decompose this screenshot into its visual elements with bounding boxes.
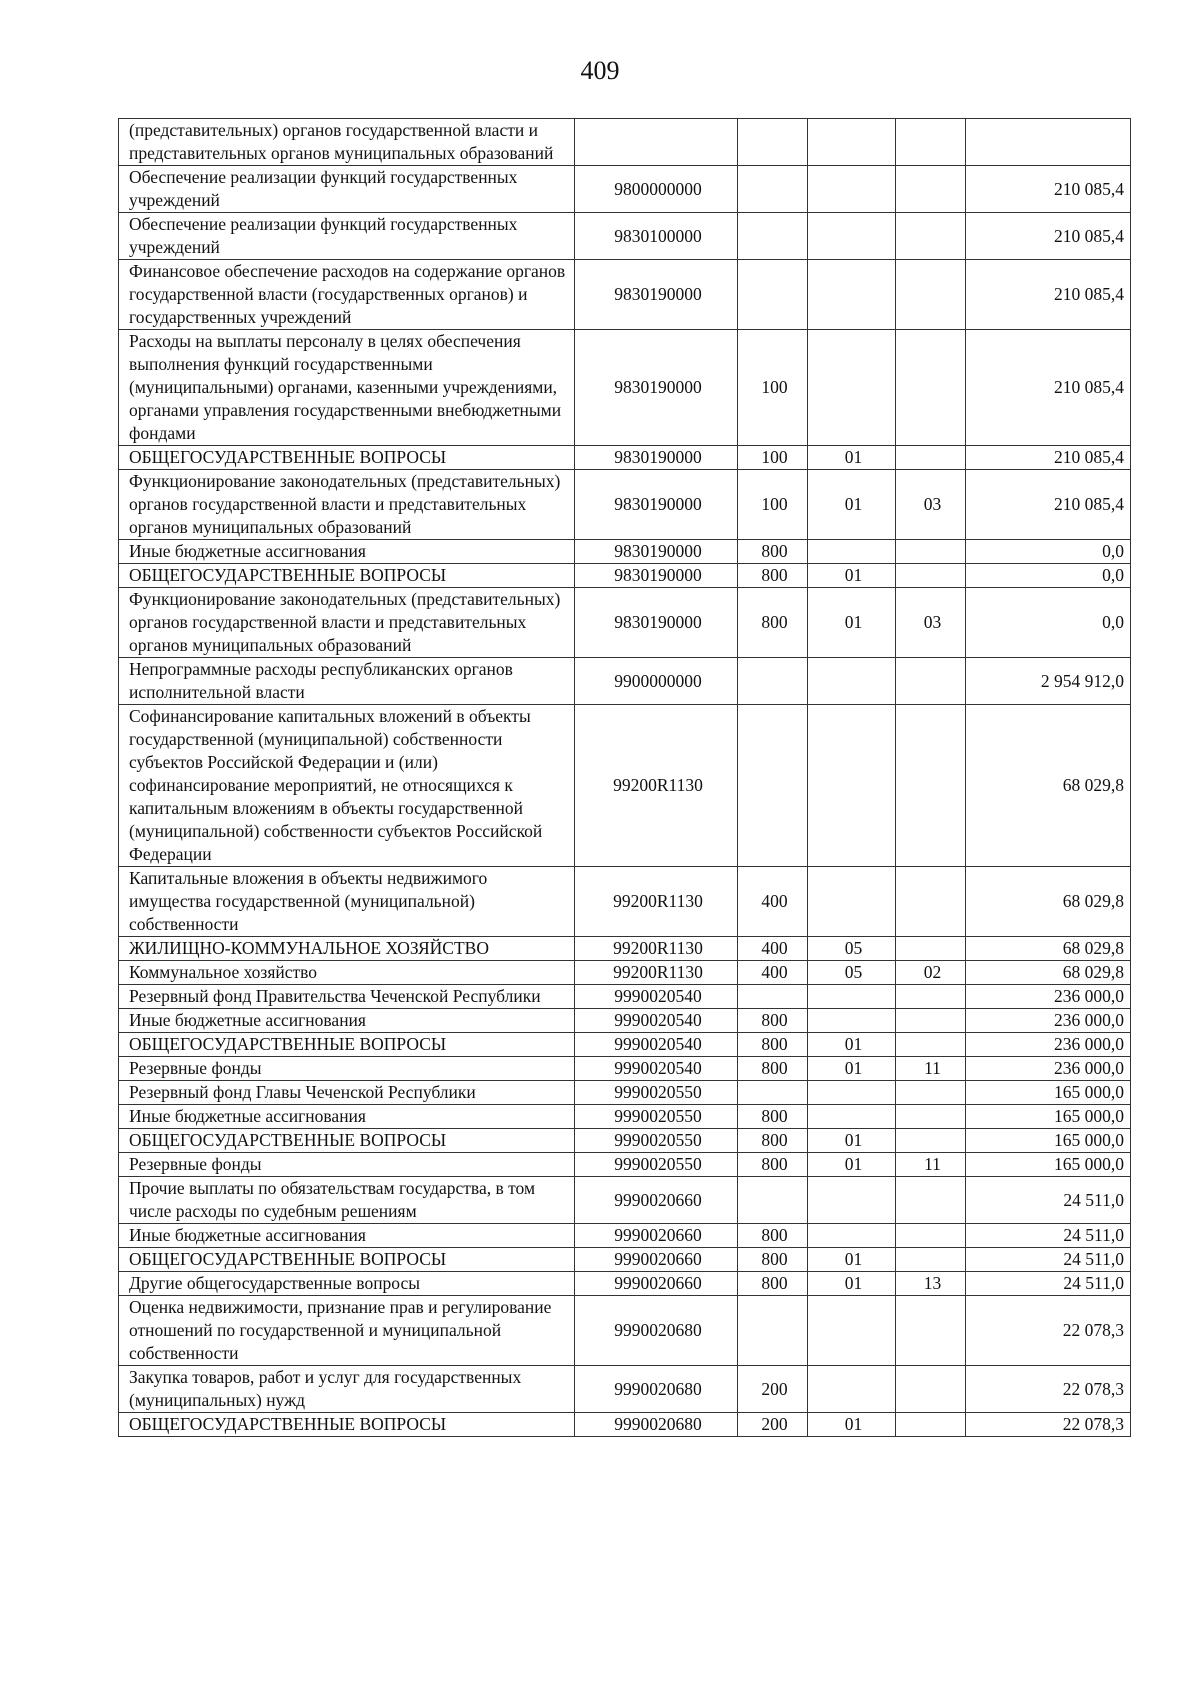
expense-name-cell: Капитальные вложения в объекты недвижимого имущества государственной (муниципальной) собственности xyxy=(119,867,575,937)
expense-type-cell: 800 xyxy=(738,1129,808,1153)
expense-name-cell: Коммунальное хозяйство xyxy=(119,961,575,985)
amount-cell: 210 085,4 xyxy=(966,330,1131,446)
amount-cell: 22 078,3 xyxy=(966,1296,1131,1366)
subsection-cell xyxy=(896,1177,966,1224)
table-row xyxy=(119,985,1131,1009)
amount-cell: 22 078,3 xyxy=(966,1413,1131,1437)
target-article-code-cell: 9830100000 xyxy=(575,213,738,260)
subsection-cell xyxy=(896,705,966,867)
table-row xyxy=(119,705,1131,867)
target-article-code-cell: 9830190000 xyxy=(575,540,738,564)
subsection-cell xyxy=(896,213,966,260)
table-row xyxy=(119,446,1131,470)
subsection-cell xyxy=(896,1081,966,1105)
expense-type-cell: 400 xyxy=(738,937,808,961)
section-cell xyxy=(808,658,896,705)
expense-name-cell: ЖИЛИЩНО-КОММУНАЛЬНОЕ ХОЗЯЙСТВО xyxy=(119,937,575,961)
expense-name-cell: Резервные фонды xyxy=(119,1057,575,1081)
table-row xyxy=(119,1296,1131,1366)
section-cell: 01 xyxy=(808,470,896,540)
section-cell xyxy=(808,1224,896,1248)
expense-name-cell: Расходы на выплаты персоналу в целях обеспечения выполнения функций государственными (муниципальными) органами, казенными учреждениями, органами управления государственными внебюджетными фондами xyxy=(119,330,575,446)
table-row xyxy=(119,1224,1131,1248)
subsection-cell: 11 xyxy=(896,1057,966,1081)
expense-name-cell: Функционирование законодательных (представительных) органов государственной власти и представительных органов муниципальных образований xyxy=(119,588,575,658)
table-row xyxy=(119,1009,1131,1033)
expense-type-cell: 800 xyxy=(738,1153,808,1177)
amount-cell: 236 000,0 xyxy=(966,985,1131,1009)
target-article-code-cell: 9990020550 xyxy=(575,1105,738,1129)
table-row xyxy=(119,867,1131,937)
expense-type-cell: 800 xyxy=(738,1057,808,1081)
section-cell xyxy=(808,867,896,937)
expense-type-cell xyxy=(738,658,808,705)
amount-cell: 68 029,8 xyxy=(966,867,1131,937)
target-article-code-cell xyxy=(575,119,738,166)
expense-name-cell: ОБЩЕГОСУДАРСТВЕННЫЕ ВОПРОСЫ xyxy=(119,1248,575,1272)
target-article-code-cell: 9830190000 xyxy=(575,260,738,330)
target-article-code-cell: 9990020540 xyxy=(575,1033,738,1057)
amount-cell: 2 954 912,0 xyxy=(966,658,1131,705)
section-cell: 01 xyxy=(808,446,896,470)
amount-cell: 210 085,4 xyxy=(966,446,1131,470)
section-cell: 05 xyxy=(808,937,896,961)
target-article-code-cell: 9900000000 xyxy=(575,658,738,705)
subsection-cell xyxy=(896,1224,966,1248)
table-row xyxy=(119,1057,1131,1081)
subsection-cell xyxy=(896,330,966,446)
amount-cell: 0,0 xyxy=(966,540,1131,564)
subsection-cell xyxy=(896,1366,966,1413)
section-cell xyxy=(808,213,896,260)
target-article-code-cell: 9990020550 xyxy=(575,1153,738,1177)
amount-cell: 24 511,0 xyxy=(966,1177,1131,1224)
expense-type-cell: 800 xyxy=(738,1009,808,1033)
table-row xyxy=(119,564,1131,588)
amount-cell: 165 000,0 xyxy=(966,1081,1131,1105)
table-row xyxy=(119,1272,1131,1296)
expense-type-cell: 800 xyxy=(738,540,808,564)
amount-cell: 24 511,0 xyxy=(966,1224,1131,1248)
table-row xyxy=(119,1366,1131,1413)
expense-type-cell: 400 xyxy=(738,867,808,937)
section-cell: 01 xyxy=(808,1248,896,1272)
expense-name-cell: Иные бюджетные ассигнования xyxy=(119,1009,575,1033)
expense-name-cell: ОБЩЕГОСУДАРСТВЕННЫЕ ВОПРОСЫ xyxy=(119,564,575,588)
subsection-cell xyxy=(896,937,966,961)
section-cell xyxy=(808,1105,896,1129)
target-article-code-cell: 9990020660 xyxy=(575,1177,738,1224)
subsection-cell xyxy=(896,1105,966,1129)
amount-cell: 236 000,0 xyxy=(966,1033,1131,1057)
target-article-code-cell: 9990020550 xyxy=(575,1129,738,1153)
expense-name-cell: Прочие выплаты по обязательствам государства, в том числе расходы по судебным решениям xyxy=(119,1177,575,1224)
expense-type-cell: 100 xyxy=(738,470,808,540)
amount-cell: 236 000,0 xyxy=(966,1057,1131,1081)
section-cell xyxy=(808,1081,896,1105)
target-article-code-cell: 9990020680 xyxy=(575,1413,738,1437)
expense-type-cell xyxy=(738,1081,808,1105)
expense-type-cell xyxy=(738,1296,808,1366)
table-row xyxy=(119,260,1131,330)
section-cell xyxy=(808,119,896,166)
budget-table xyxy=(118,118,1131,1437)
target-article-code-cell: 9990020660 xyxy=(575,1272,738,1296)
subsection-cell xyxy=(896,260,966,330)
target-article-code-cell: 9990020540 xyxy=(575,985,738,1009)
target-article-code-cell: 9830190000 xyxy=(575,564,738,588)
expense-type-cell: 800 xyxy=(738,1224,808,1248)
expense-name-cell: Резервные фонды xyxy=(119,1153,575,1177)
expense-name-cell: Непрограммные расходы республиканских органов исполнительной власти xyxy=(119,658,575,705)
expense-name-cell: Оценка недвижимости, признание прав и регулирование отношений по государственной и муниципальной собственности xyxy=(119,1296,575,1366)
section-cell xyxy=(808,1009,896,1033)
target-article-code-cell: 99200R1130 xyxy=(575,937,738,961)
amount-cell: 0,0 xyxy=(966,588,1131,658)
target-article-code-cell: 9830190000 xyxy=(575,588,738,658)
section-cell xyxy=(808,260,896,330)
target-article-code-cell: 9830190000 xyxy=(575,330,738,446)
amount-cell: 165 000,0 xyxy=(966,1129,1131,1153)
expense-name-cell: ОБЩЕГОСУДАРСТВЕННЫЕ ВОПРОСЫ xyxy=(119,446,575,470)
table-row xyxy=(119,588,1131,658)
subsection-cell xyxy=(896,1413,966,1437)
table-row xyxy=(119,166,1131,213)
expense-name-cell: (представительных) органов государственной власти и представительных органов муниципальных образований xyxy=(119,119,575,166)
subsection-cell: 11 xyxy=(896,1153,966,1177)
section-cell: 01 xyxy=(808,1413,896,1437)
expense-name-cell: Функционирование законодательных (представительных) органов государственной власти и представительных органов муниципальных образований xyxy=(119,470,575,540)
section-cell xyxy=(808,1177,896,1224)
target-article-code-cell: 99200R1130 xyxy=(575,867,738,937)
expense-type-cell xyxy=(738,1177,808,1224)
section-cell: 05 xyxy=(808,961,896,985)
amount-cell: 68 029,8 xyxy=(966,961,1131,985)
section-cell: 01 xyxy=(808,588,896,658)
amount-cell: 165 000,0 xyxy=(966,1105,1131,1129)
target-article-code-cell: 9830190000 xyxy=(575,470,738,540)
subsection-cell xyxy=(896,446,966,470)
expense-type-cell: 800 xyxy=(738,1105,808,1129)
section-cell xyxy=(808,1366,896,1413)
page-number: 409 xyxy=(580,56,620,85)
section-cell xyxy=(808,985,896,1009)
section-cell xyxy=(808,166,896,213)
target-article-code-cell: 99200R1130 xyxy=(575,705,738,867)
expense-name-cell: Обеспечение реализации функций государственных учреждений xyxy=(119,166,575,213)
expense-name-cell: Иные бюджетные ассигнования xyxy=(119,1105,575,1129)
amount-cell: 68 029,8 xyxy=(966,937,1131,961)
table-row xyxy=(119,330,1131,446)
section-cell: 01 xyxy=(808,564,896,588)
expense-name-cell: ОБЩЕГОСУДАРСТВЕННЫЕ ВОПРОСЫ xyxy=(119,1413,575,1437)
table-row xyxy=(119,937,1131,961)
table-row xyxy=(119,119,1131,166)
table-row xyxy=(119,1248,1131,1272)
subsection-cell xyxy=(896,1296,966,1366)
expense-name-cell: Резервный фонд Главы Чеченской Республики xyxy=(119,1081,575,1105)
table-row xyxy=(119,1413,1131,1437)
target-article-code-cell: 99200R1130 xyxy=(575,961,738,985)
amount-cell: 22 078,3 xyxy=(966,1366,1131,1413)
expense-name-cell: Закупка товаров, работ и услуг для государственных (муниципальных) нужд xyxy=(119,1366,575,1413)
table-row xyxy=(119,470,1131,540)
subsection-cell: 03 xyxy=(896,470,966,540)
amount-cell: 210 085,4 xyxy=(966,213,1131,260)
amount-cell: 210 085,4 xyxy=(966,260,1131,330)
section-cell: 01 xyxy=(808,1153,896,1177)
amount-cell: 236 000,0 xyxy=(966,1009,1131,1033)
expense-type-cell: 400 xyxy=(738,961,808,985)
expense-name-cell: Иные бюджетные ассигнования xyxy=(119,540,575,564)
subsection-cell xyxy=(896,1009,966,1033)
expense-name-cell: Финансовое обеспечение расходов на содержание органов государственной власти (государственных органов) и государственных учреждений xyxy=(119,260,575,330)
table-row xyxy=(119,540,1131,564)
expense-name-cell: Резервный фонд Правительства Чеченской Республики xyxy=(119,985,575,1009)
section-cell xyxy=(808,540,896,564)
subsection-cell xyxy=(896,985,966,1009)
amount-cell xyxy=(966,119,1131,166)
table-row xyxy=(119,1033,1131,1057)
target-article-code-cell: 9990020550 xyxy=(575,1081,738,1105)
expense-type-cell: 800 xyxy=(738,1248,808,1272)
subsection-cell xyxy=(896,658,966,705)
amount-cell: 24 511,0 xyxy=(966,1248,1131,1272)
subsection-cell: 13 xyxy=(896,1272,966,1296)
expense-type-cell xyxy=(738,166,808,213)
table-row xyxy=(119,1129,1131,1153)
target-article-code-cell: 9830190000 xyxy=(575,446,738,470)
subsection-cell xyxy=(896,564,966,588)
table-row xyxy=(119,961,1131,985)
target-article-code-cell: 9990020680 xyxy=(575,1296,738,1366)
subsection-cell: 02 xyxy=(896,961,966,985)
section-cell: 01 xyxy=(808,1129,896,1153)
section-cell xyxy=(808,330,896,446)
amount-cell: 24 511,0 xyxy=(966,1272,1131,1296)
table-row xyxy=(119,1177,1131,1224)
subsection-cell: 03 xyxy=(896,588,966,658)
expense-type-cell: 200 xyxy=(738,1413,808,1437)
subsection-cell xyxy=(896,1248,966,1272)
target-article-code-cell: 9990020680 xyxy=(575,1366,738,1413)
table-row xyxy=(119,1153,1131,1177)
amount-cell: 210 085,4 xyxy=(966,470,1131,540)
expense-name-cell: Обеспечение реализации функций государственных учреждений xyxy=(119,213,575,260)
target-article-code-cell: 9990020540 xyxy=(575,1009,738,1033)
expense-type-cell: 100 xyxy=(738,446,808,470)
expense-type-cell: 200 xyxy=(738,1366,808,1413)
subsection-cell xyxy=(896,867,966,937)
expense-type-cell: 800 xyxy=(738,1272,808,1296)
subsection-cell xyxy=(896,166,966,213)
expense-type-cell: 800 xyxy=(738,588,808,658)
section-cell: 01 xyxy=(808,1057,896,1081)
target-article-code-cell: 9800000000 xyxy=(575,166,738,213)
table-row xyxy=(119,658,1131,705)
amount-cell: 0,0 xyxy=(966,564,1131,588)
expense-type-cell xyxy=(738,705,808,867)
table-row xyxy=(119,1105,1131,1129)
table-row xyxy=(119,213,1131,260)
amount-cell: 68 029,8 xyxy=(966,705,1131,867)
target-article-code-cell: 9990020660 xyxy=(575,1224,738,1248)
subsection-cell xyxy=(896,1129,966,1153)
expense-type-cell xyxy=(738,985,808,1009)
expense-type-cell: 800 xyxy=(738,564,808,588)
expense-type-cell: 100 xyxy=(738,330,808,446)
expense-name-cell: Другие общегосударственные вопросы xyxy=(119,1272,575,1296)
expense-name-cell: Иные бюджетные ассигнования xyxy=(119,1224,575,1248)
section-cell: 01 xyxy=(808,1033,896,1057)
expense-type-cell xyxy=(738,119,808,166)
amount-cell: 165 000,0 xyxy=(966,1153,1131,1177)
subsection-cell xyxy=(896,119,966,166)
target-article-code-cell: 9990020660 xyxy=(575,1248,738,1272)
subsection-cell xyxy=(896,540,966,564)
expense-type-cell xyxy=(738,260,808,330)
expense-name-cell: Софинансирование капитальных вложений в объекты государственной (муниципальной) собственности субъектов Российской Федерации и (или) софинансирование мероприятий, не относящихся к капитальным вложениям в объекты государственной (муниципальной) собственности субъектов Российской Федерации xyxy=(119,705,575,867)
subsection-cell xyxy=(896,1033,966,1057)
section-cell: 01 xyxy=(808,1272,896,1296)
section-cell xyxy=(808,1296,896,1366)
amount-cell: 210 085,4 xyxy=(966,166,1131,213)
target-article-code-cell: 9990020540 xyxy=(575,1057,738,1081)
table-row xyxy=(119,1081,1131,1105)
expense-type-cell xyxy=(738,213,808,260)
expense-type-cell: 800 xyxy=(738,1033,808,1057)
section-cell xyxy=(808,705,896,867)
expense-name-cell: ОБЩЕГОСУДАРСТВЕННЫЕ ВОПРОСЫ xyxy=(119,1033,575,1057)
budget-table-body xyxy=(119,119,1131,1437)
expense-name-cell: ОБЩЕГОСУДАРСТВЕННЫЕ ВОПРОСЫ xyxy=(119,1129,575,1153)
